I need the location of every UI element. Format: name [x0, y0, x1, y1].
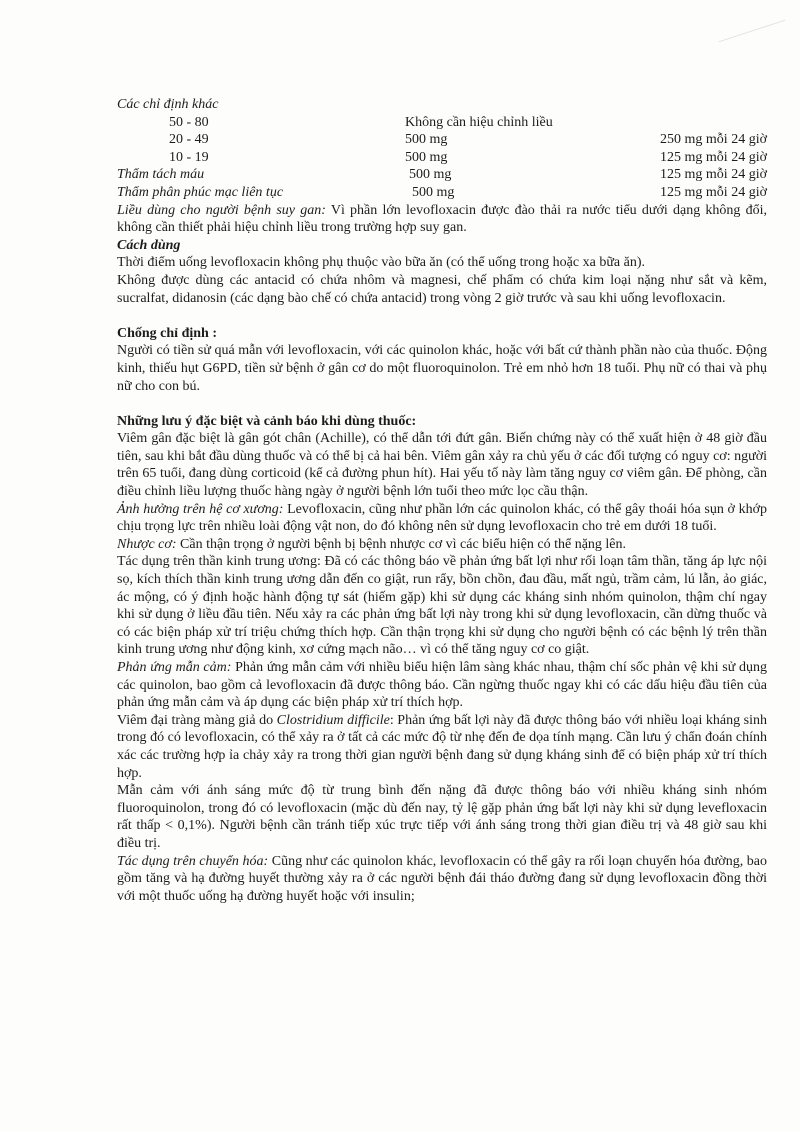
dosage-first: 500 mg — [412, 184, 455, 200]
dosage-range: 20 - 49 — [169, 132, 209, 148]
hypersensitivity-label: Phản ứng mẫn cảm: — [117, 660, 232, 675]
dosage-row — [117, 184, 767, 202]
myasthenia-label: Nhược cơ: — [117, 536, 177, 552]
photosensitivity-paragraph: Mẫn cảm với ánh sáng mức độ từ trung bình đến nặng đã được thông báo với nhiều kháng sinh nhóm fluoroquinolon, trong đó có levofloxacin (mặc dù đến nay, tỷ lệ gặp phản ứng bất lợi này khi sử dụng levefloxacin rất thấp < 0,1%). Người bệnh cần tránh tiếp xúc trực tiếp với ánh sáng trong thời gian điều trị và 48 giờ sau khi điều trị. — [117, 783, 767, 851]
dosage-next: 125 mg mỗi 24 giờ — [660, 149, 767, 165]
dosage-first: 500 mg — [405, 132, 448, 148]
dosage-row — [117, 149, 767, 167]
dosage-row — [117, 166, 767, 184]
spacer — [117, 395, 767, 413]
spacer — [117, 307, 767, 325]
dosage-first: 500 mg — [405, 149, 448, 165]
dosage-row — [117, 131, 767, 149]
metabolism-text: Cũng như các quinolon khác, levofloxacin có thể gây ra rối loạn chuyển hóa đường, bao gồm tăng và hạ đường huyết thường xảy ra ở các người bệnh đái tháo đường đang sử dụng levofloxacin đồng thời với một thuốc uống hạ đường huyết hoặc với insulin; — [117, 853, 767, 904]
colitis-paragraph — [117, 712, 767, 782]
liver-paragraph — [117, 202, 767, 237]
metabolism-label: Tác dụng trên chuyển hóa: — [117, 853, 269, 869]
colitis-text: : Phản ứng bất lợi này đã được thông báo với nhiều loại kháng sinh trong đó có levofloxacin, có thể xảy ra ở tất cả các mức độ từ nhẹ đến đe dọa tính mạng. Cần lưu ý chẩn đoán chính xác các trường hợp ỉa chảy xảy ra trong thời gian người bệnh đang sử dụng kháng sinh để có biện pháp xử trí thích hợp. — [117, 712, 767, 781]
dosage-next: 125 mg mỗi 24 giờ — [660, 167, 767, 183]
bone-text: Levofloxacin, cũng như phần lớn các quinolon khác, có thể gây thoái hóa sụn ở khớp chịu trọng lực trên nhiều loài động vật non, do đó không nên sử dụng levofloxacin cho trẻ em dưới 18 tuổi. — [117, 501, 767, 535]
page-corner-mark — [718, 20, 791, 62]
hypersensitivity-text: Phản ứng mẫn cảm với nhiều biểu hiện lâm sàng khác nhau, thậm chí sốc phản vệ khi sử dụng các quinolon, bao gồm cả levofloxacin đã được thông báo. Cần ngừng thuốc ngay khi có các dấu hiệu đầu tiên của phản ứng mẫn cảm và áp dụng các biện pháp xử trí thích hợp. — [117, 660, 767, 711]
usage-paragraph: Thời điểm uống levofloxacin không phụ thuộc vào bữa ăn (có thể uống trong hoặc xa bữa ăn). — [117, 255, 645, 271]
dosage-range: Thẩm phân phúc mạc liên tục — [117, 184, 284, 200]
dosage-first: 500 mg — [409, 167, 452, 183]
contra-paragraph: Người có tiền sử quá mẫn với levofloxacin, với các quinolon khác, hoặc với bất cứ thành phần nào của thuốc. Động kinh, thiếu hụt G6PD, tiền sử bệnh ở gân cơ do một fluoroquinolon. Trẻ em nhỏ hơn 18 tuổi. Phụ nữ có thai và phụ nữ cho con bú. — [117, 343, 767, 394]
liver-label: Liều dùng cho người bệnh suy gan: — [117, 202, 326, 218]
tendon-paragraph: Viêm gân đặc biệt là gân gót chân (Achille), có thể dẫn tới đứt gân. Biến chứng này có thể xuất hiện ở 48 giờ đầu tiên, sau khi bắt đầu dùng thuốc và có thể bị cả hai bên. Viêm gân xảy ra chủ yếu ở các đối tượng có nguy cơ: người trên 65 tuổi, đang dùng corticoid (kể cả đường phun hít). Hai yếu tố này làm tăng nguy cơ viêm gân. Để phòng, cần điều chỉnh liều lượng thuốc hàng ngày ở người bệnh lớn tuổi theo mức lọc cầu thận. — [117, 431, 767, 500]
colitis-organism: Clostridium difficile — [276, 712, 390, 728]
colitis-prefix: Viêm đại tràng màng giả do — [117, 712, 277, 728]
liver-text: Vì phần lớn levofloxacin được đào thải ra nước tiểu dưới dạng không đổi, không cần thiết phải hiệu chỉnh liều trong trường hợp suy gan. — [117, 202, 767, 236]
cns-paragraph: Tác dụng trên thần kinh trung ương: Đã có các thông báo về phản ứng bất lợi như rối loạn tâm thần, tăng áp lực nội sọ, kích thích thần kinh trung ương dẫn đến co giật, run rẩy, bồn chồn, đau đầu, mất ngủ, trầm cảm, lú lẫn, ảo giác, ác mộng, có ý định hoặc hành động tự sát (hiếm gặp) khi sử dụng các kháng sinh nhóm quinolon, thậm chí ngay khi sử dụng ở liều đầu tiên. Nếu xảy ra các phản ứng bất lợi này trong khi sử dụng levofloxacin, cần dừng thuốc và có các biện pháp xử trí triệu chứng thích hợp. Cần thận trọng khi sử dụng cho người bệnh có các bệnh lý trên thần kinh trung ương như động kinh, xơ cứng mạch não… vì có thể tăng nguy cơ co giật. — [117, 554, 767, 658]
myasthenia-text: Cần thận trọng ở người bệnh bị bệnh nhược cơ vì các biểu hiện có thể nặng lên. — [176, 536, 627, 552]
dosage-heading: Các chỉ định khác — [117, 97, 219, 112]
warnings-heading: Những lưu ý đặc biệt và cảnh báo khi dùng thuốc: — [117, 413, 417, 429]
bone-paragraph — [117, 501, 767, 536]
usage-heading: Cách dùng — [117, 237, 181, 253]
dosage-first: Không cần hiệu chỉnh liều — [405, 114, 553, 130]
contra-heading: Chống chỉ định : — [117, 325, 217, 341]
usage-paragraph: Không được dùng các antacid có chứa nhôm và magnesi, chế phẩm có chứa kim loại nặng như sắt và kẽm, sucralfat, didanosin (các dạng bào chế có chứa antacid) trong vòng 2 giờ trước và sau khi uống levofloxacin. — [117, 272, 767, 306]
document-body — [117, 96, 767, 905]
dosage-range: 50 - 80 — [169, 114, 209, 130]
dosage-row — [117, 114, 767, 132]
metabolism-paragraph — [117, 853, 767, 906]
bone-label: Ảnh hưởng trên hệ cơ xương: — [117, 501, 284, 517]
dosage-range: 10 - 19 — [169, 149, 209, 165]
myasthenia-paragraph — [117, 536, 767, 554]
dosage-next: 125 mg mỗi 24 giờ — [660, 184, 767, 200]
hypersensitivity-paragraph — [117, 659, 767, 712]
dosage-range: Thẩm tách máu — [117, 167, 205, 183]
dosage-next: 250 mg mỗi 24 giờ — [660, 132, 767, 148]
